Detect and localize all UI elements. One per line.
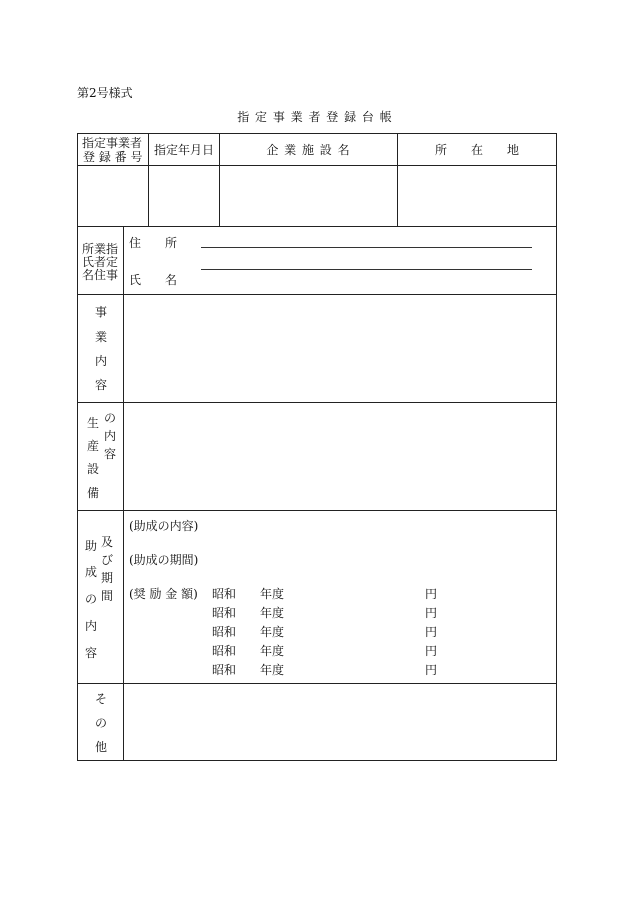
form-title: 指 定 事 業 者 登 録 台 帳 [237,110,393,124]
header-location: 所 在 地 [434,142,519,157]
fiscal-year-label: 年度 [260,606,285,620]
representative-label-line3: 名住事 [82,268,119,282]
yen-unit: 円 [425,625,438,639]
subsidy-content-label: (助成の内容) [129,519,199,533]
yen-unit: 円 [425,663,438,677]
era-label: 昭和 [212,625,237,639]
fiscal-year-label: 年度 [260,663,285,677]
yen-unit: 円 [425,587,438,601]
address-field[interactable] [201,232,532,247]
business-content-field[interactable] [124,295,556,402]
representative-label-line1: 所業指 [82,242,119,256]
name-label: 氏 名 [129,273,178,287]
era-label: 昭和 [212,663,237,677]
other-field[interactable] [124,684,556,760]
production-facility-field[interactable] [124,403,556,510]
era-label: 昭和 [212,587,237,601]
era-label: 昭和 [212,606,237,620]
registration-number-field[interactable] [78,166,148,226]
fiscal-year-label: 年度 [260,587,285,601]
yen-unit: 円 [425,644,438,658]
fiscal-year-label: 年度 [260,625,285,639]
designation-date-field[interactable] [149,166,219,226]
subsidy-amount-label: (奨 励 金 額) [129,587,198,601]
location-field[interactable] [398,166,556,226]
header-facility-name: 企 業 施 設 名 [266,142,351,157]
header-registration-number-line2: 登 録 番 号 [83,150,143,164]
representative-label-line2: 氏者定 [82,255,119,269]
name-field[interactable] [201,254,532,269]
yen-unit: 円 [425,606,438,620]
subsidy-period-label: (助成の期間) [129,553,199,567]
header-registration-number-line1: 指定事業者 [82,136,143,150]
fiscal-year-label: 年度 [260,644,285,658]
form-number: 第2号様式 [77,86,133,100]
era-label: 昭和 [212,644,237,658]
facility-name-field[interactable] [220,166,397,226]
header-designation-date: 指定年月日 [153,142,214,157]
address-label: 住 所 [129,236,178,250]
